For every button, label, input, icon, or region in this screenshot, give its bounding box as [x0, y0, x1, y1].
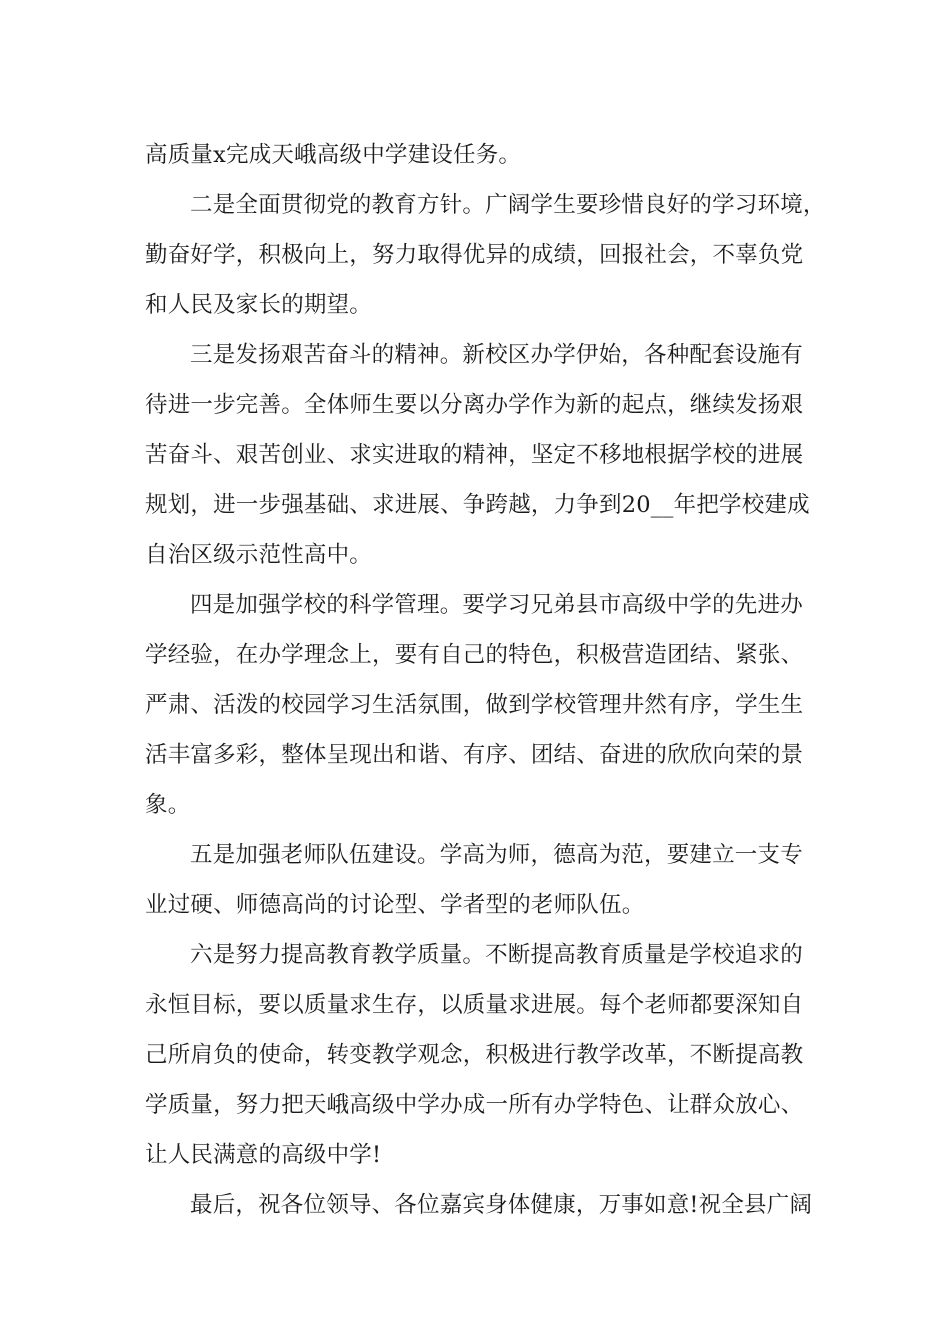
text-line: 让人民满意的高级中学! [145, 1142, 382, 1168]
document-body [145, 130, 835, 1230]
paragraph-start-line: 三是发扬艰苦奋斗的精神。新校区办学伊始，各种配套设施有 [190, 342, 803, 368]
text-line: 学经验，在办学理念上，要有自己的特色，积极营造团结、紧张、 [145, 642, 804, 668]
text-line: 规划，进一步强基础、求进展、争跨越，力争到20__年把学校建成 [145, 492, 810, 518]
text-line: 和人民及家长的期望。 [145, 292, 373, 318]
text-line: 活丰富多彩，整体呈现出和谐、有序、团结、奋进的欣欣向荣的景 [145, 742, 804, 768]
text-line: 高质量x完成天峨高级中学建设任务。 [145, 142, 522, 168]
text-line: 待进一步完善。全体师生要以分离办学作为新的起点，继续发扬艰 [145, 392, 804, 418]
text-line: 永恒目标，要以质量求生存，以质量求进展。每个老师都要深知自 [145, 992, 804, 1018]
text-line: 苦奋斗、艰苦创业、求实进取的精神，坚定不移地根据学校的进展 [145, 442, 804, 468]
paragraph-start-line: 最后，祝各位领导、各位嘉宾身体健康，万事如意!祝全县广阔 [190, 1192, 813, 1218]
text-line: 象。 [145, 792, 191, 818]
text-line: 严肃、活泼的校园学习生活氛围，做到学校管理井然有序，学生生 [145, 692, 804, 718]
text-line: 业过硬、师德高尚的讨论型、学者型的老师队伍。 [145, 892, 645, 918]
paragraph-start-line: 六是努力提高教育教学质量。不断提高教育质量是学校追求的 [190, 942, 803, 968]
paragraph-start-line: 二是全面贯彻党的教育方针。广阔学生要珍惜良好的学习环境， [190, 192, 826, 218]
text-line: 学质量，努力把天峨高级中学办成一所有办学特色、让群众放心、 [145, 1092, 804, 1118]
paragraph-start-line: 五是加强老师队伍建设。学高为师，德高为范，要建立一支专 [190, 842, 803, 868]
text-line: 自治区级示范性高中。 [145, 542, 373, 568]
text-line: 勤奋好学，积极向上，努力取得优异的成绩，回报社会，不辜负党 [145, 242, 804, 268]
text-line: 己所肩负的使命，转变教学观念，积极进行教学改革，不断提高教 [145, 1042, 804, 1068]
paragraph-start-line: 四是加强学校的科学管理。要学习兄弟县市高级中学的先进办 [190, 592, 803, 618]
